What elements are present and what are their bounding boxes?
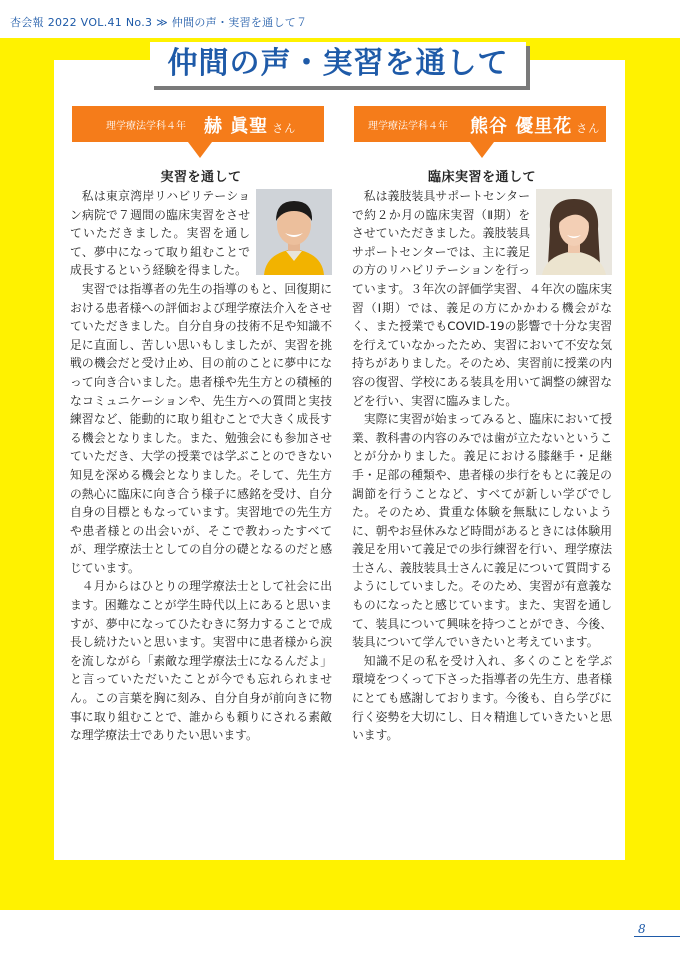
student-name-text: 熊谷 優里花 (470, 116, 573, 137)
article-body-left (70, 187, 332, 745)
banner-pointer (470, 142, 494, 158)
article-panel (54, 60, 625, 860)
page-title: 仲間の声・実習を通して (167, 46, 509, 81)
banner-pointer (188, 142, 212, 158)
honorific: さん (576, 122, 601, 135)
name-banner-right (354, 106, 606, 142)
section-subtitle: 実習を通して (160, 170, 242, 185)
portrait-illustration (536, 189, 612, 275)
page-number-rule (634, 936, 680, 937)
section-subtitle: 臨床実習を通して (427, 170, 536, 185)
name-banner-left (72, 106, 324, 142)
student-photo (536, 189, 612, 275)
article-body-right (352, 187, 612, 745)
paragraph: ４月からはひとりの理学療法士として社会に出ます。困難なことが学生時代以上にあると思いますが、夢中になってひたむきに努力することで成長し続けたいと思います。実習中に患者様から涙を流しながら「素敵な理学療法士になるんだよ」と言っていただいたことが今でも忘れられません。この言葉を胸に刻み、自分自身が前向きに物事に取り組むことで、誰からも頼りにされる素敵な理学療法士でありたい思います。 (70, 579, 332, 743)
paragraph: 実際に実習が始まってみると、臨床において授業、教科書の内容のみでは歯が立たないということが分かりました。義足における膝継手・足継手・足部の種類や、患者様の歩行をもとに義足の調節を行うことなど、すべてが新しい学びでした。そのため、貴重な体験を無駄にしないように、朝やお昼休みなど時間があるときには体験用義足を用いて義足での歩行練習を行い、理学療法士さん、義肢装具士さんに義足について質問するようにしていました。そのため、実習が有意義なものになったと感じています。また、実習を通して、装具について興味を持つことができ、今後、装具について学んでいきたいと考えています。 (352, 412, 613, 650)
paragraph: 知識不足の私を受け入れ、多くのことを学ぶ環境をつくって下さった指導者の先生方、患者様にとても感謝しております。今後も、自ら学びに行く姿勢を大切にし、日々精進していきたいと思います。 (352, 653, 612, 743)
right-column (352, 106, 612, 745)
title-banner (150, 42, 526, 86)
honorific: さん (272, 122, 297, 135)
department-label: 理学療法学科４年 (106, 121, 186, 132)
paragraph: 私は義肢装具サポートセンターで約２か月の臨床実習（Ⅱ期）をさせていただきました。義肢装具サポートセンターでは、主に義足の方のリハビリテーションを行っています。３年次の評価学実習、４年次の臨床実習（Ⅰ期）では、義足の方にかかわる機会がなく、また授業でもCOVID-19の影響で十分な実習を行えていなかったため、実習において不安な気持ちがありました。そのため、実習前に授業の内容の復習、学校にある装具を用いて調整の練習などを行い、実習に臨みました。 (352, 189, 612, 408)
page-number: 8 (638, 922, 646, 936)
department-label: 理学療法学科４年 (368, 121, 448, 132)
portrait-illustration (256, 189, 332, 275)
student-photo (256, 189, 332, 275)
student-name-text: 赫 眞聖 (204, 116, 269, 137)
running-header: 杏会報 2022 VOL.41 No.3 ≫ 仲間の声・実習を通して７ (10, 16, 308, 29)
paragraph: 実習では指導者の先生の指導のもと、回復期における患者様への評価および理学療法介入をさせていただきました。自分自身の技術不足や知識不足に直面し、苦しい思いもしましたが、実習を挑戦の機会だと受け止め、目の前のことに夢中になって向き合いました。患者様や先生方との積極的なコミュニケーションや、先生方への質問と実技練習など、能動的に取り組むことで大きく成長する機会となりました。また、勉強会にも参加させていただき、大学の授業では学ぶことのできない知見を深める機会となりました。そして、先生方の熱心に臨床に向き合う様子に感銘を受け、自分自身の目標ともなっています。実習地での先生方や患者様との出会いが、そこで教わったすべてが、理学療法士としての自分の礎となるのだと感じています。 (70, 281, 332, 575)
paragraph: 私は東京湾岸リハビリテーション病院で７週間の臨床実習をさせていただきました。実習を通して、夢中になって取り組むことで成長するという経験を得ました。 (70, 189, 250, 278)
student-name (204, 112, 296, 138)
left-column (70, 106, 332, 745)
student-name (470, 112, 600, 138)
